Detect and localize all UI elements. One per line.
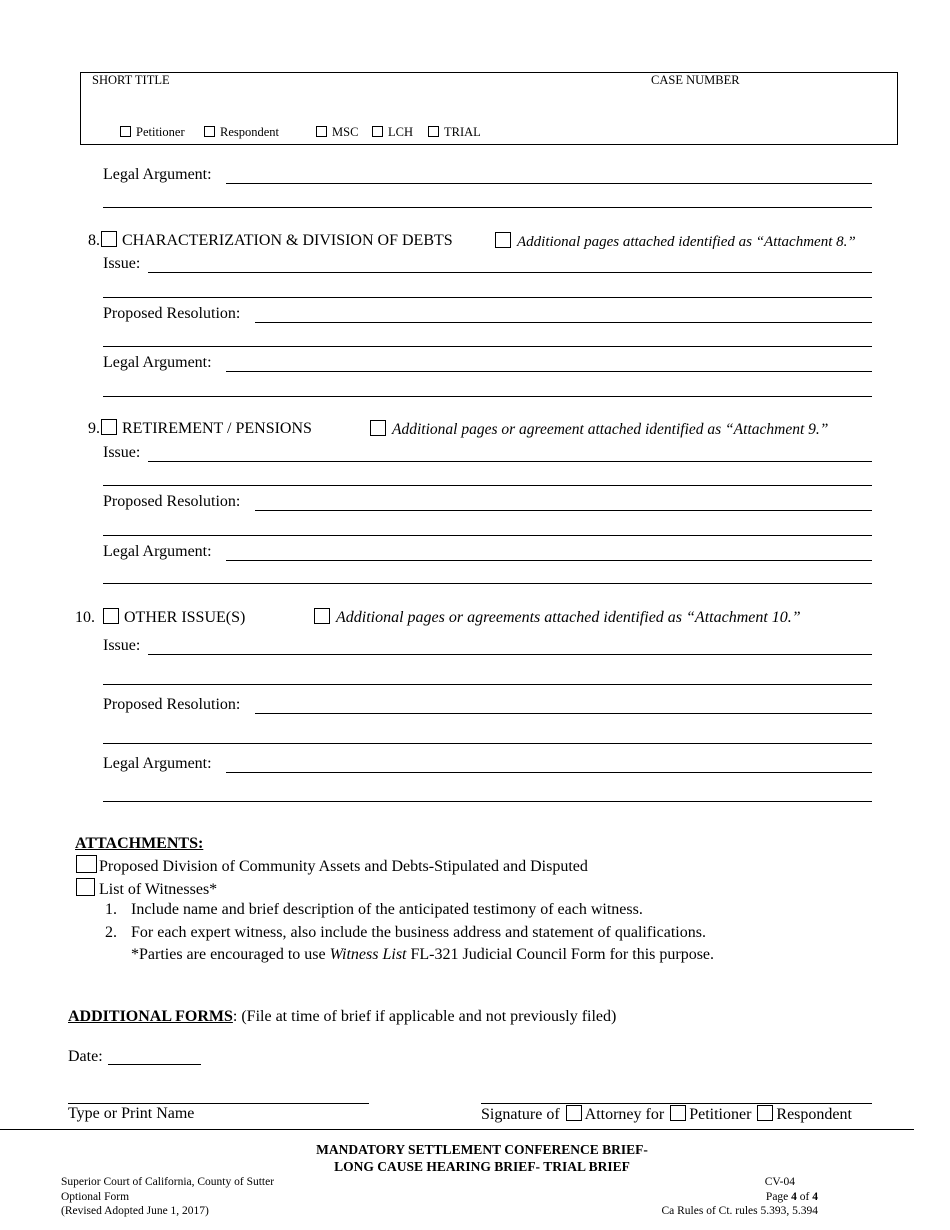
s9-proposed-resolution-field-line2[interactable] [103, 535, 872, 536]
petitioner-option[interactable]: Petitioner [120, 125, 185, 140]
case-header-box [80, 72, 898, 145]
section-9-attachment-checkbox[interactable] [370, 420, 386, 436]
s10-proposed-resolution-field-line2[interactable] [103, 743, 872, 744]
s9-legal-argument-field[interactable] [226, 560, 872, 561]
section-9-checkbox[interactable] [101, 419, 117, 435]
print-name-label: Type or Print Name [68, 1105, 195, 1122]
s10-legal-argument-label: Legal Argument: [103, 755, 212, 772]
witness-note-2: 2. For each expert witness, also include the business address and statement of qualifications. [105, 924, 706, 941]
footer-court: Superior Court of California, County of Sutter [61, 1176, 275, 1188]
footer-revised: (Revised Adopted June 1, 2017) [61, 1205, 209, 1217]
s7-legal-argument-label: Legal Argument: [103, 166, 212, 183]
attachment-item-witnesses[interactable]: List of Witnesses* [76, 878, 217, 899]
section-10-heading: 10. OTHER ISSUE(S) [75, 609, 246, 626]
section-10-checkbox[interactable] [103, 608, 119, 624]
case-number-label: CASE NUMBER [651, 73, 740, 87]
footer-rules: Ca Rules of Ct. rules 5.393, 5.394 [661, 1205, 818, 1217]
s9-issue-field-line2[interactable] [103, 485, 872, 486]
footer-form-type: Optional Form [61, 1190, 130, 1203]
attorney-checkbox[interactable] [566, 1105, 582, 1121]
date-field[interactable] [108, 1064, 201, 1065]
witnesses-attachment-checkbox[interactable] [76, 878, 95, 896]
respondent-role-checkbox[interactable] [757, 1105, 773, 1121]
section-9-heading: 9. RETIREMENT / PENSIONS [88, 420, 312, 437]
section-9-attachment[interactable]: Additional pages or agreement attached identified as “Attachment 9.” [370, 420, 828, 439]
additional-forms-line: ADDITIONAL FORMS: (File at time of brief if applicable and not previously filed) [68, 1008, 617, 1025]
attachment-item-division[interactable]: Proposed Division of Community Assets and Debts-Stipulated and Disputed [76, 855, 588, 876]
print-name-field[interactable] [68, 1103, 369, 1104]
trial-option[interactable]: TRIAL [428, 125, 481, 140]
s7-legal-argument-field-line2[interactable] [103, 207, 872, 208]
petitioner-checkbox[interactable] [120, 126, 131, 137]
section-10-attachment-checkbox[interactable] [314, 608, 330, 624]
division-attachment-checkbox[interactable] [76, 855, 97, 873]
respondent-option[interactable]: Respondent [204, 125, 279, 140]
respondent-checkbox[interactable] [204, 126, 215, 137]
s8-proposed-resolution-label: Proposed Resolution: [103, 305, 241, 322]
footer-left [61, 1175, 274, 1219]
s9-issue-field[interactable] [148, 461, 872, 462]
s9-legal-argument-field-line2[interactable] [103, 583, 872, 584]
s9-legal-argument-label: Legal Argument: [103, 543, 212, 560]
s9-issue-label: Issue: [103, 444, 141, 461]
s9-proposed-resolution-label: Proposed Resolution: [103, 493, 241, 510]
s10-proposed-resolution-label: Proposed Resolution: [103, 696, 241, 713]
section-8-attachment-checkbox[interactable] [495, 232, 511, 248]
witness-list-footnote: *Parties are encouraged to use Witness List FL-321 Judicial Council Form for this purpose. [131, 946, 715, 963]
s9-proposed-resolution-field[interactable] [255, 510, 872, 511]
s10-legal-argument-field[interactable] [226, 772, 872, 773]
lch-option[interactable]: LCH [372, 125, 413, 140]
msc-checkbox[interactable] [316, 126, 327, 137]
attachments-heading: ATTACHMENTS: [75, 835, 204, 852]
s8-proposed-resolution-field[interactable] [255, 322, 872, 323]
witness-note-1: 1. Include name and brief description of the anticipated testimony of each witness. [105, 901, 643, 918]
lch-checkbox[interactable] [372, 126, 383, 137]
date-label: Date: [68, 1048, 103, 1065]
s10-legal-argument-field-line2[interactable] [103, 801, 872, 802]
s8-issue-field-line2[interactable] [103, 297, 872, 298]
petitioner-role-checkbox[interactable] [670, 1105, 686, 1121]
s8-issue-label: Issue: [103, 255, 141, 272]
s7-legal-argument-field[interactable] [226, 183, 872, 184]
s10-issue-label: Issue: [103, 637, 141, 654]
footer-right [600, 1175, 818, 1219]
short-title-label: SHORT TITLE [92, 73, 170, 87]
s10-issue-field[interactable] [148, 654, 872, 655]
msc-option[interactable]: MSC [316, 125, 358, 140]
signature-field[interactable] [481, 1103, 872, 1104]
footer-form-id: CV-04 [764, 1176, 795, 1188]
additional-forms-heading: ADDITIONAL FORMS [68, 1008, 233, 1025]
s10-issue-field-line2[interactable] [103, 684, 872, 685]
section-10-attachment[interactable]: Additional pages or agreements attached identified as “Attachment 10.” [314, 608, 801, 627]
section-8-checkbox[interactable] [101, 231, 117, 247]
s8-legal-argument-field-line2[interactable] [103, 396, 872, 397]
section-8-attachment[interactable]: Additional pages attached identified as “Attachment 8.” [495, 232, 856, 251]
trial-checkbox[interactable] [428, 126, 439, 137]
s8-proposed-resolution-field-line2[interactable] [103, 346, 872, 347]
s8-legal-argument-field[interactable] [226, 371, 872, 372]
s8-legal-argument-label: Legal Argument: [103, 354, 212, 371]
s10-proposed-resolution-field[interactable] [255, 713, 872, 714]
footer-page-number: Page 4 of 4 [765, 1190, 818, 1203]
section-8-heading: 8. CHARACTERIZATION & DIVISION OF DEBTS [88, 232, 453, 249]
footer-title: MANDATORY SETTLEMENT CONFERENCE BRIEF- LONG CAUSE HEARING BRIEF- TRIAL BRIEF [316, 1142, 648, 1174]
signature-role-line: Signature of Attorney for Petitioner Respondent [481, 1106, 852, 1123]
s8-issue-field[interactable] [148, 272, 872, 273]
footer-divider [0, 1129, 914, 1130]
